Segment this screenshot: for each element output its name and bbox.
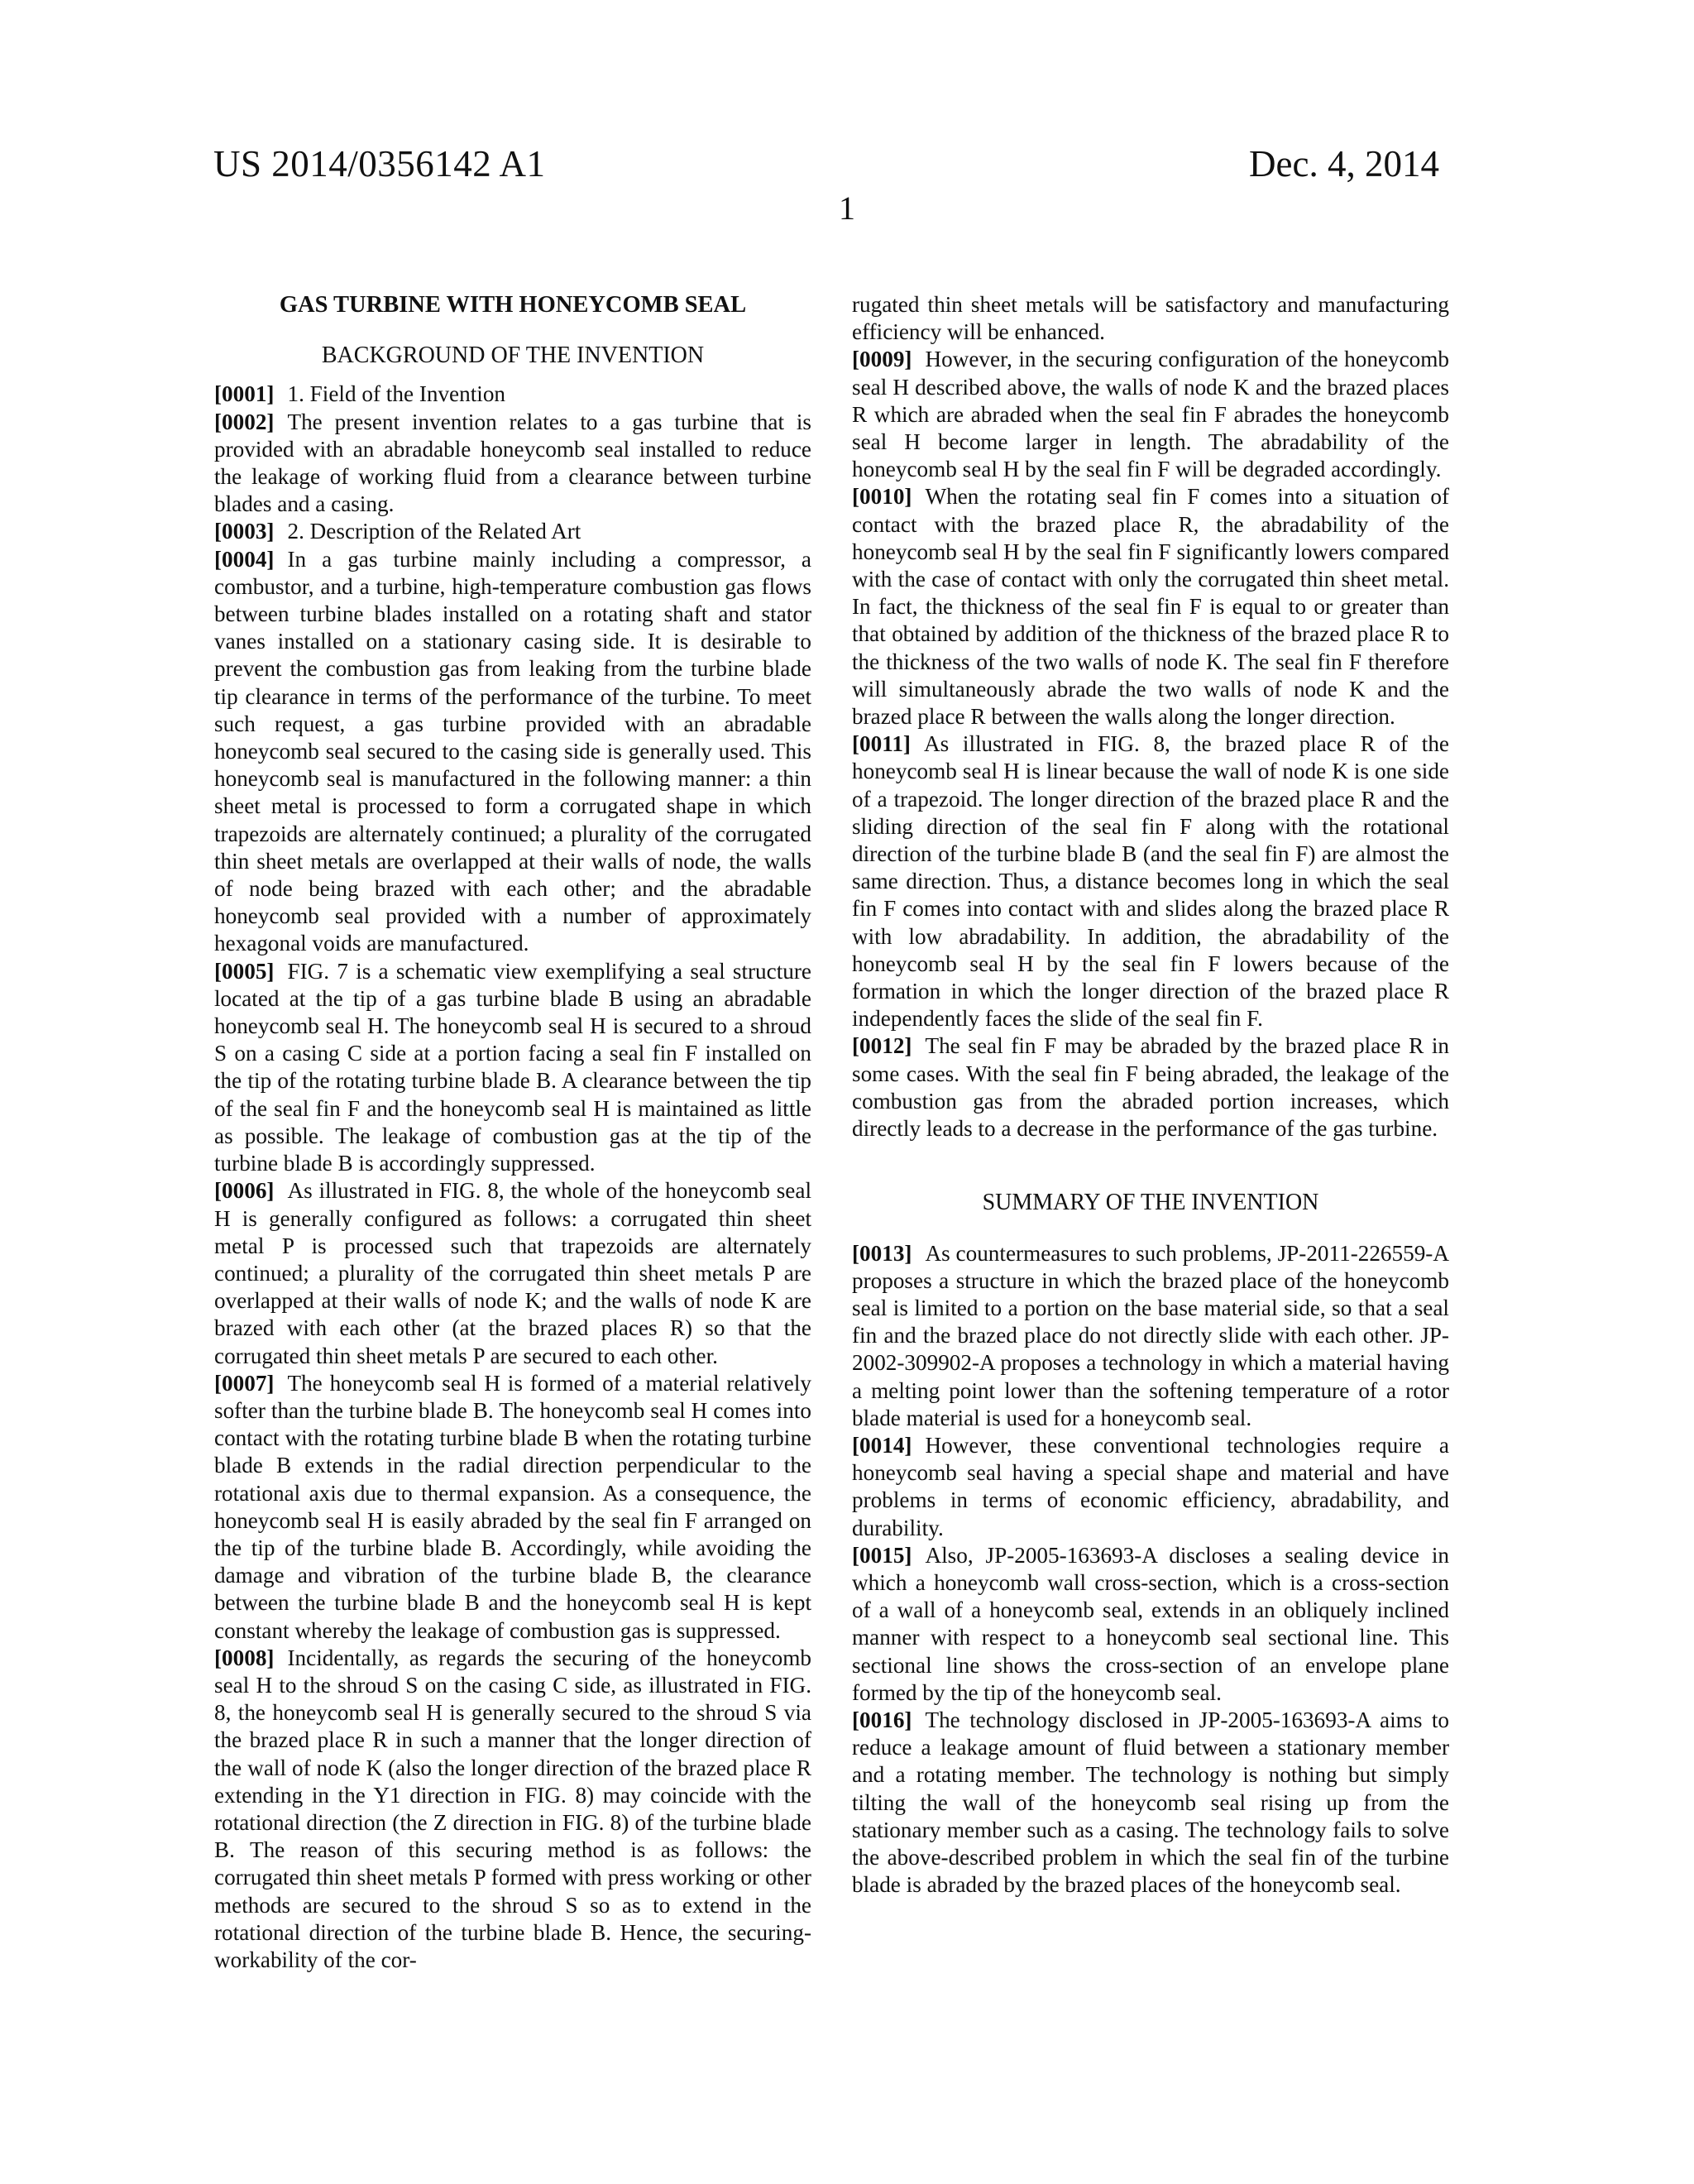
paragraph-text: As illustrated in FIG. 8, the brazed place R of the honeycomb seal H is linear because the wall of node K is one side of a trapezoid. The longer direction of the brazed place R and the sliding direction of the seal fin F along with the rotational direction of the turbine blade B (and the seal fin F) are almost the same direction. Thus, a distance becomes long in which the seal fin F comes into contact with and slides along the brazed place R with low abradability. In addition, the abradability of the honeycomb seal H by the seal fin F lowers because of the formation in which the longer direction of the brazed place R independently faces the slide of the seal fin F. <box>852 731 1449 1032</box>
paragraph-text: The technology disclosed in JP-2005-163693-A aims to reduce a leakage amount of fluid between a stationary member and a rotating member. The technology is nothing but simply tilting the wall of the honeycomb seal rising up from the stationary member such as a casing. The technology fails to solve the above-described problem in which the seal fin of the turbine blade is abraded by the brazed places of the honeycomb seal. <box>852 1707 1449 1898</box>
paragraph-text: 2. Description of the Related Art <box>287 519 581 544</box>
publication-number: US 2014/0356142 A1 <box>213 143 546 184</box>
paragraph <box>852 1032 1449 1142</box>
paragraph-text: The honeycomb seal H is formed of a material relatively softer than the turbine blade B. The honeycomb seal H comes into contact with the rotating turbine blade B when the rotating turbine blade B extends in the radial direction perpendicular to the rotational axis due to thermal expansion. As a consequence, the honeycomb seal H is easily abraded by the seal fin F arranged on the tip of the turbine blade B. Accordingly, while avoiding the damage and vibration of the turbine blade B, the clearance between the turbine blade B and the honeycomb seal H is kept constant whereby the leakage of combustion gas is suppressed. <box>214 1370 811 1643</box>
paragraph-number: [0010] <box>852 484 912 510</box>
paragraph-number: [0006] <box>214 1178 275 1204</box>
paragraph <box>852 730 1449 1032</box>
continued-paragraph: rugated thin sheet metals will be satisfactory and manufacturing efficiency will be enhanced. <box>852 292 1449 345</box>
paragraph <box>852 1542 1449 1707</box>
left-paragraphs <box>214 381 811 1974</box>
paragraph-text: When the rotating seal fin F comes into a situation of contact with the brazed place R, the abradability of the honeycomb seal H by the seal fin F significantly lowers compared with the case of contact with only the corrugated thin sheet metal. In fact, the thickness of the seal fin F is equal to or greater than that obtained by addition of the thickness of the brazed place R to the thickness of the two walls of node K. The seal fin F therefore will simultaneously abrade the two walls of node K and the brazed place R between the walls along the longer direction. <box>852 484 1449 730</box>
paragraph-number: [0016] <box>852 1707 912 1732</box>
paragraph-number: [0003] <box>214 519 275 544</box>
paragraph <box>214 1177 811 1369</box>
right-paragraphs-a <box>852 346 1449 1142</box>
paragraph-text: As countermeasures to such problems, JP-2011-226559-A proposes a structure in which the brazed place of the honeycomb seal is limited to a portion on the base material side, so that a seal fin and the brazed place do not directly slide with each other. JP-2002-309902-A proposes a technology in which a material having a melting point lower than the softening temperature of a rotor blade material is used for a honeycomb seal. <box>852 1240 1449 1430</box>
paragraph <box>214 546 811 958</box>
paragraph-text: However, in the securing configuration of the honeycomb seal H described above, the walls of node K and the brazed places R which are abraded when the seal fin F abrades the honeycomb seal H become larger in length. The abradability of the honeycomb seal H by the seal fin F will be degraded accordingly. <box>852 347 1449 482</box>
paragraph <box>214 381 811 408</box>
paragraph-number: [0009] <box>852 347 912 372</box>
left-column <box>214 291 811 1974</box>
paragraph <box>214 1645 811 1974</box>
paragraph-number: [0005] <box>214 958 275 984</box>
paragraph-text: FIG. 7 is a schematic view exemplifying a seal structure located at the tip of a gas turbine blade B using an abradable honeycomb seal H. The honeycomb seal H is secured to a shroud S on a casing C side at a portion facing a seal fin F installed on the tip of the rotating turbine blade B. A clearance between the tip of the seal fin F and the honeycomb seal H is maintained as little as possible. The leakage of combustion gas at the tip of the turbine blade B is accordingly suppressed. <box>214 958 811 1176</box>
paragraph-number: [0004] <box>214 546 275 572</box>
publication-date: Dec. 4, 2014 <box>1249 143 1439 184</box>
page-number: 1 <box>839 189 855 227</box>
paragraph-number: [0011] <box>852 731 911 757</box>
paragraph-text: The seal fin F may be abraded by the brazed place R in some cases. With the seal fin F being abraded, the leakage of the combustion gas from the abraded portion increases, which directly leads to a decrease in the performance of the gas turbine. <box>852 1033 1449 1142</box>
paragraph-number: [0015] <box>852 1542 912 1568</box>
paragraph <box>852 346 1449 483</box>
document-title: GAS TURBINE WITH HONEYCOMB SEAL <box>279 292 747 318</box>
paragraph <box>214 1370 811 1645</box>
paragraph-text: Incidentally, as regards the securing of the honeycomb seal H to the shroud S on the casing C side, as illustrated in FIG. 8, the honeycomb seal H is generally secured to the shroud S via the brazed place R in such a manner that the longer direction of the wall of node K (also the longer direction of the brazed place R extending in the Y1 direction in FIG. 8) may coincide with the rotational direction (the Z direction in FIG. 8) of the turbine blade B. The reason of this securing method is as follows: the corrugated thin sheet metals P formed with press working or other methods are secured to the shroud S so as to extend in the rotational direction of the turbine blade B. Hence, the securing-workability of the cor- <box>214 1645 811 1972</box>
paragraph-text: Also, JP-2005-163693-A discloses a sealing device in which a honeycomb wall cross-section, which is a cross-section of a wall of a honeycomb seal, extends in an obliquely inclined manner with respect to a honeycomb seal sectional line. This sectional line shows the cross-section of an envelope plane formed by the tip of the honeycomb seal. <box>852 1542 1449 1705</box>
paragraph-number: [0007] <box>214 1370 275 1396</box>
paragraph-number: [0002] <box>214 409 275 434</box>
paragraph-text: As illustrated in FIG. 8, the whole of the honeycomb seal H is generally configured as follows: a corrugated thin sheet metal P is processed such that trapezoids are alternately continued; a plurality of the corrugated thin sheet metals P are overlapped at their walls of node K; and the walls of node K are brazed with each other (at the brazed places R) so that the corrugated thin sheet metals P are secured to each other. <box>214 1178 811 1368</box>
paragraph-number: [0014] <box>852 1432 912 1458</box>
paragraph <box>852 483 1449 730</box>
section-heading-summary: SUMMARY OF THE INVENTION <box>982 1190 1319 1216</box>
paragraph-number: [0012] <box>852 1033 912 1059</box>
paragraph-text: In a gas turbine mainly including a compressor, a combustor, and a turbine, high-temperature combustion gas flows between turbine blades installed on a rotating shaft and stator vanes installed on a stationary casing side. It is desirable to prevent the combustion gas from leaking from the turbine blade tip clearance in terms of the performance of the turbine. To meet such request, a gas turbine provided with an abradable honeycomb seal secured to the casing side is generally used. This honeycomb seal is manufactured in the following manner: a thin sheet metal is processed to form a corrugated shape in which trapezoids are alternately continued; a plurality of the corrugated thin sheet metals are overlapped at their walls of node, the walls of node being brazed with each other; and the abradable honeycomb seal provided with a number of approximately hexagonal voids are manufactured. <box>214 546 811 956</box>
right-paragraphs-b <box>852 1240 1449 1899</box>
paragraph-number: [0001] <box>214 381 275 407</box>
paragraph-number: [0013] <box>852 1240 912 1266</box>
paragraph-text: The present invention relates to a gas turbine that is provided with an abradable honeycomb seal installed to reduce the leakage of working fluid from a clearance between turbine blades and a casing. <box>214 409 811 517</box>
paragraph <box>214 958 811 1178</box>
paragraph-text: However, these conventional technologies require a honeycomb seal having a special shape and material and have problems in terms of economic efficiency, abradability, and durability. <box>852 1432 1449 1540</box>
paragraph <box>214 409 811 519</box>
paragraph <box>852 1432 1449 1542</box>
paragraph <box>852 1707 1449 1899</box>
paragraph-number: [0008] <box>214 1645 275 1670</box>
paragraph-text: 1. Field of the Invention <box>287 381 506 407</box>
paragraph <box>852 1240 1449 1432</box>
paragraph <box>214 518 811 545</box>
section-heading-background: BACKGROUND OF THE INVENTION <box>321 342 705 369</box>
right-column <box>852 291 1449 1899</box>
